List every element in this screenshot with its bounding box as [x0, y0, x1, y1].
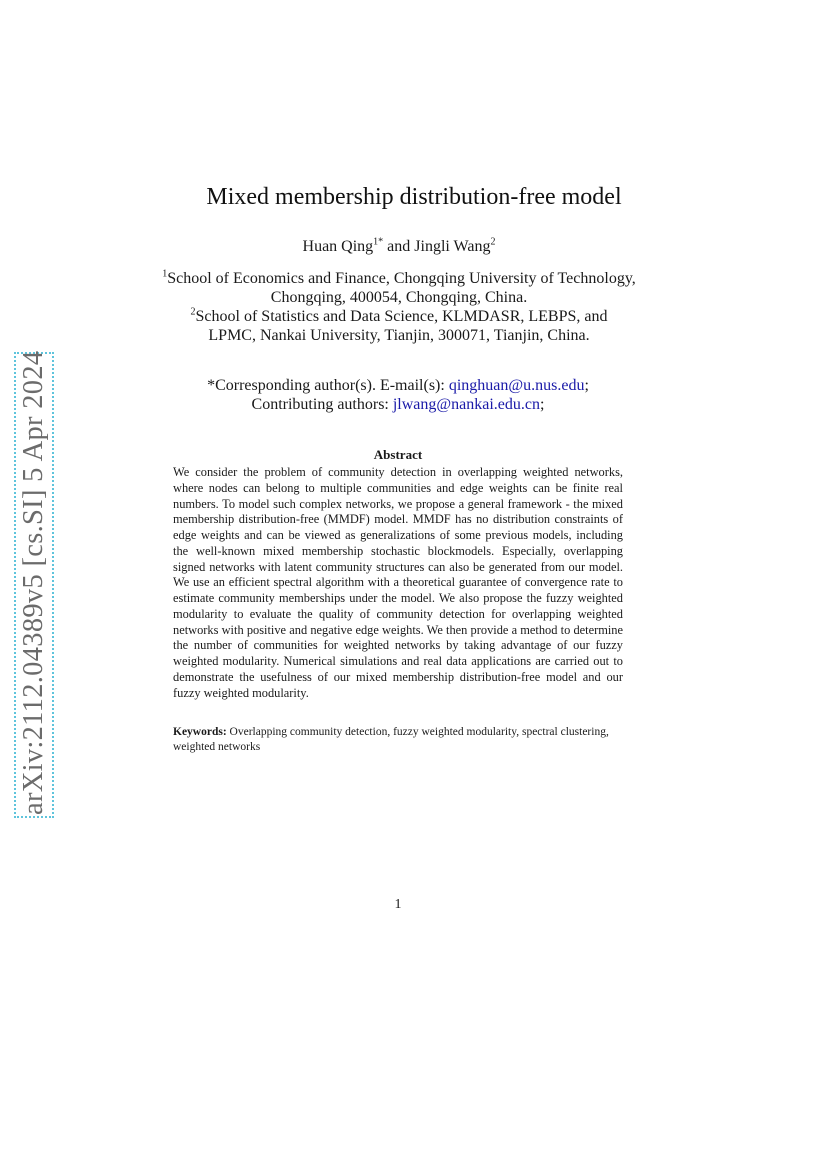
author-line [0, 238, 798, 256]
affiliation-2-text: School of Statistics and Data Science, KLMDASR, LEBPS, and [195, 308, 608, 325]
affiliation-1-line-2: Chongqing, 400054, Chongqing, China. [270, 289, 528, 306]
author-name-2: Jingli Wang [414, 238, 491, 255]
arxiv-side-stamp [14, 352, 54, 818]
affiliation-1-marker: 1 [162, 268, 168, 280]
author-1-marker: 1* [373, 236, 384, 248]
corresponding-label: *Corresponding author(s). E-mail(s): [207, 377, 445, 394]
abstract-heading: Abstract [373, 447, 423, 462]
affiliation-2-line-2: LPMC, Nankai University, Tianjin, 300071, Tianjin, China. [208, 327, 590, 344]
contributing-email-link[interactable]: jlwang@nankai.edu.cn [392, 396, 540, 413]
corresponding-author-line [0, 377, 796, 395]
corresponding-email-link[interactable]: qinghuan@u.nus.edu [448, 377, 585, 394]
paper-title: Mixed membership distribution-free model [206, 184, 622, 210]
author-connector: and [387, 238, 411, 255]
corresponding-email-suffix: ; [584, 377, 589, 394]
affiliation-1-line-1 [0, 269, 798, 288]
author-2-marker: 2 [490, 236, 496, 248]
page-number: 1 [394, 897, 402, 912]
affiliation-2-line-1 [0, 307, 798, 326]
author-name-1: Huan Qing [302, 238, 374, 255]
affiliation-2-marker: 2 [190, 306, 196, 318]
keywords-block [173, 725, 623, 754]
contributing-email-suffix: ; [540, 396, 545, 413]
affiliation-1-text: School of Economics and Finance, Chongqing University of Technology, [167, 270, 636, 287]
keywords-label: Keywords: [173, 726, 227, 738]
contributing-label: Contributing authors: [251, 396, 389, 413]
contributing-author-line [0, 396, 796, 414]
arxiv-identifier: arXiv:2112.04389v5 [cs.SI] 5 Apr 2024 [18, 350, 49, 815]
keywords-text: Overlapping community detection, fuzzy weighted modularity, spectral clustering, weighted networks [173, 726, 609, 753]
abstract-body: We consider the problem of community detection in overlapping weighted networks, where nodes can belong to multiple communities and edge weights can be finite real numbers. To model such complex networks, we propose a general framework - the mixed membership distribution-free (MMDF) model. MMDF has no distribution constraints of edge weights and can be viewed as generalizations of some previous models, including the well-known mixed membership stochastic blockmodels. Especially, overlapping signed networks with latent community structures can also be generated from our model. We use an efficient spectral algorithm with a theoretical guarantee of convergence rate to estimate community memberships under the model. We also propose the fuzzy weighted modularity to evaluate the quality of community detection for overlapping weighted networks with positive and negative edge weights. We then provide a method to determine the number of communities for weighted networks by taking advantage of our fuzzy weighted modularity. Numerical simulations and real data applications are carried out to demonstrate the usefulness of our mixed membership distribution-free model and our fuzzy weighted modularity. [173, 465, 623, 700]
